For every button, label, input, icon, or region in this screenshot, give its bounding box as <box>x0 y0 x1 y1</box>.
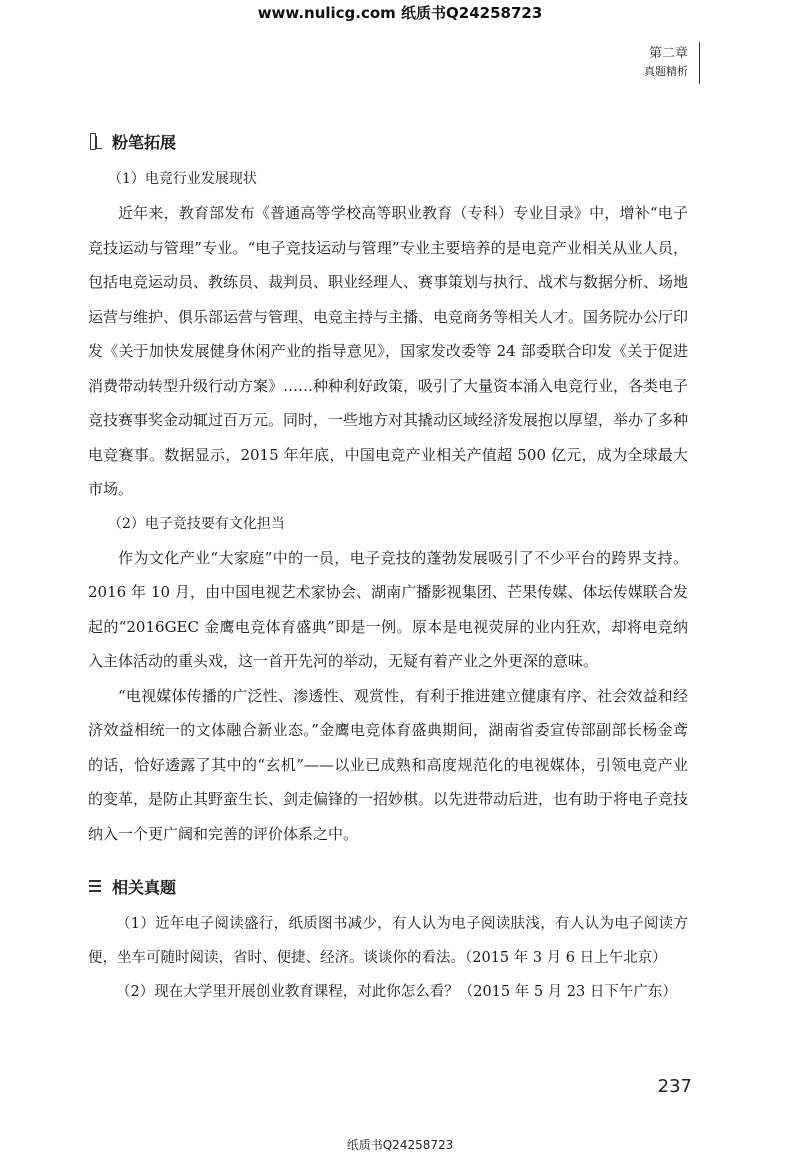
question-1: （1）近年电子阅读盛行，纸质图书减少，有人认为电子阅读肤浅，有人认为电子阅读方便，坐车可随时阅读，省时、便捷、经济。谈谈你的看法。（2015 年 3 月 6 日上午北京） <box>88 916 688 966</box>
paragraph-3: “电视媒体传播的广泛性、渗透性、观赏性，有利于推进建立健康有序、社会效益和经济效益相统一的文体融合新业态。”金鹰电竞体育盛典期间，湖南省委宣传部副部长杨金鸢的话，恰好透露了其中的“玄机”——以业已成熟和高度规范化的电视媒体，引领电竞产业的变革，是防止其野蛮生长、剑走偏锋的一招妙棋。以先进带动后进，也有助于将电子竞技纳入一个更广阔和完善的评价体系之中。 <box>88 686 689 843</box>
paragraph-2: 作为文化产业“大家庭”中的一员，电子竞技的蓬勃发展吸引了不少平台的跨界支持。2016 年 10 月，由中国电视艺术家协会、湖南广播影视集团、芒果传媒、体坛传媒联合发起的“2016GEC 金鹰电竞体育盛典”即是一例。原本是电视荧屏的业内狂欢，却将电竞纳入主体活动的重头戏，这一首开先河的举动，无疑有着产业之外更深的意味。 <box>88 548 688 670</box>
section-label: 真题精析 <box>644 65 688 78</box>
subheading-2: （2）电子竞技要有文化担当 <box>108 515 285 532</box>
book-icon <box>88 132 104 150</box>
watermark-bottom: 纸质书Q24258723 <box>346 1138 454 1152</box>
section-title: 相关真题 <box>112 877 177 897</box>
paragraph-1: 近年来，教育部发布《普通高等学校高等职业教育（专科）专业目录》中，增补“电子竞技运动与管理”专业。“电子竞技运动与管理”专业主要培养的是电竞产业相关从业人员，包括电竞运动员、教练员、裁判员、职业经理人、赛事策划与执行、战术与数据分析、场地运营与维护、俱乐部运营与管理、电竞主持与主播、电竞商务等相关人才。国务院办公厅印发《关于加快发展健身休闲产业的指导意见》，国家发改委等 24 部委联合印发《关于促进消费带动转型升级行动方案》……种种利好政策，吸引了大量资本涌入电竞行业，各类电子竞技赛事奖金动辄过百万元。同时，一些地方对其撬动区域经济发展抱以厚望，举办了多种电竞赛事。数据显示，2015 年年底，中国电竞产业相关产值超 500 亿元，成为全球最大市场。 <box>88 204 689 498</box>
chapter-label: 第二章 <box>648 46 688 61</box>
running-header <box>644 44 688 80</box>
subheading-1: （1）电竞行业发展现状 <box>108 171 257 187</box>
list-icon <box>88 877 104 895</box>
section-heading-related <box>88 871 688 901</box>
section-title: 粉笔拓展 <box>112 132 177 152</box>
section-heading-extension <box>88 126 688 156</box>
watermark-top: www.nulicg.com 纸质书Q24258723 <box>257 4 543 22</box>
header-divider <box>699 42 700 84</box>
question-2: （2）现在大学里开展创业教育课程，对此你怎么看？（2015 年 5 月 23 日下午广东） <box>116 984 677 1000</box>
page-number: 237 <box>657 1076 692 1097</box>
page-content <box>88 126 688 1009</box>
